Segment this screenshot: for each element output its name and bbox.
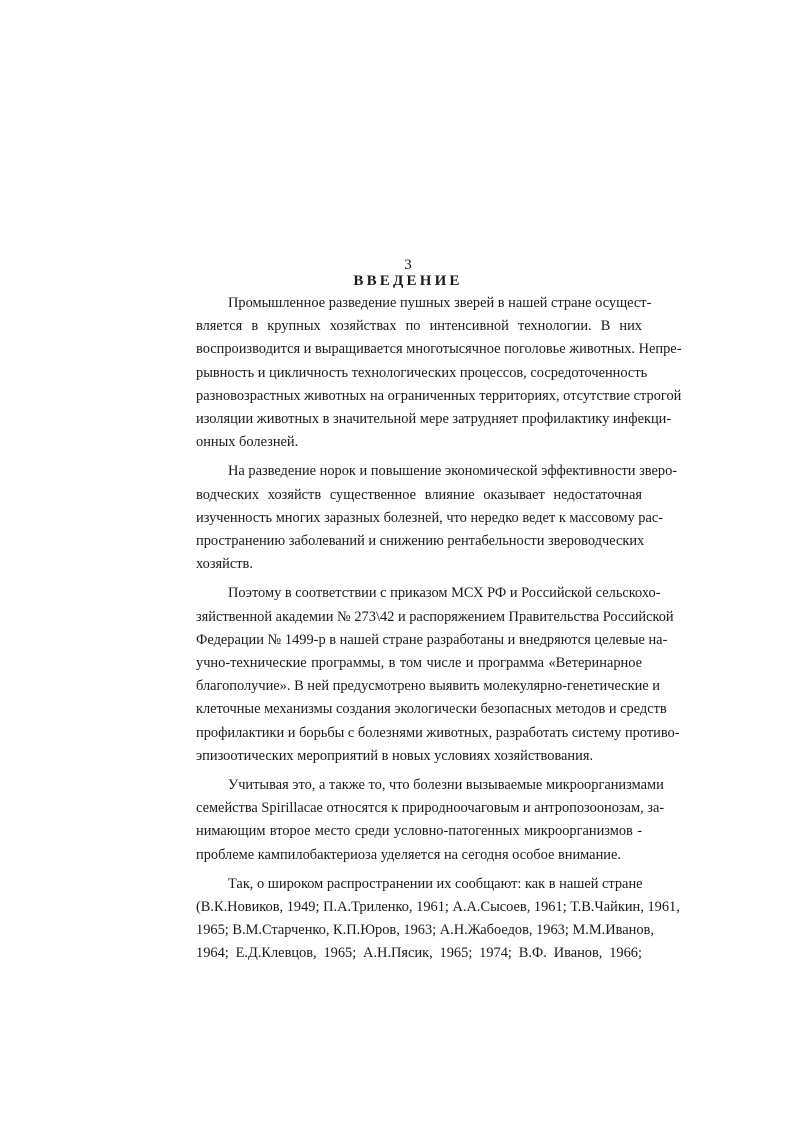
text-line: На разведение норок и повышение экономической эффективности зверо-	[228, 463, 678, 480]
text-line: благополучие». В ней предусмотрено выявить молекулярно-генетические и	[196, 678, 660, 695]
text-line: онных болезней.	[196, 434, 299, 451]
text-line: (В.К.Новиков, 1949; П.А.Триленко, 1961; А.А.Сысоев, 1961; Т.В.Чайкин, 1961,	[196, 899, 680, 916]
text-line: Поэтому в соответствии с приказом МСХ РФ и Российской сельскохо-	[228, 585, 661, 602]
text-line: разновозрастных животных на ограниченных территориях, отсутствие строгой	[196, 387, 682, 404]
page-number: 3	[404, 257, 412, 273]
paragraph-5	[196, 873, 680, 966]
text-line: вляется в крупных хозяйствах по интенсивной технологии. В них	[196, 318, 642, 335]
body-text	[196, 292, 682, 972]
paragraph-1	[196, 292, 682, 454]
text-line: нимающим второе место среди условно-патогенных микроорганизмов -	[196, 823, 642, 840]
section-title: ВВЕДЕНИЕ	[353, 273, 463, 289]
text-line: изученность многих заразных болезней, что нередко ведет к массовому рас-	[196, 509, 664, 526]
text-line: зяйственной академии № 273\42 и распоряжением Правительства Российской	[196, 608, 674, 625]
text-line: учно-технические программы, в том числе и программа «Ветеринарное	[196, 655, 642, 672]
text-line: клеточные механизмы создания экологически безопасных методов и средств	[196, 701, 667, 718]
paragraph-3	[196, 582, 680, 768]
text-line: проблеме кампилобактериоза уделяется на сегодня особое внимание.	[196, 846, 621, 863]
text-line: профилактики и борьбы с болезнями животных, разработать систему противо-	[196, 724, 680, 741]
text-line: хозяйств.	[196, 556, 253, 573]
text-line: эпизоотических мероприятий в новых условиях хозяйствования.	[196, 747, 594, 764]
text-line: семейства Spirillacae относятся к природноочаговым и антропозоонозам, за-	[196, 800, 665, 817]
text-line: Промышленное разведение пушных зверей в нашей стране осущест-	[228, 295, 652, 311]
text-line: Учитывая это, а также то, что болезни вызываемые микроорганизмами	[228, 777, 664, 794]
paragraph-2	[196, 460, 678, 576]
text-line: изоляции животных в значительной мере затрудняет профилактику инфекци-	[196, 411, 672, 428]
text-line: водческих хозяйств существенное влияние оказывает недостаточная	[196, 486, 642, 503]
text-line: пространению заболеваний и снижению рентабельности звероводческих	[196, 533, 645, 550]
text-line: воспроизводится и выращивается многотысячное поголовье животных. Непре-	[196, 341, 682, 358]
text-line: Федерации № 1499-р в нашей стране разработаны и внедряются целевые на-	[196, 631, 668, 648]
text-line: рывность и цикличность технологических процессов, сосредоточенность	[196, 364, 648, 381]
paragraph-4	[196, 774, 665, 867]
text-line: Так, о широком распространении их сообщают: как в нашей стране	[228, 875, 643, 892]
text-line: 1964; Е.Д.Клевцов, 1965; А.Н.Пясик, 1965; 1974; В.Ф. Иванов, 1966;	[196, 945, 642, 962]
text-line: 1965; В.М.Старченко, К.П.Юров, 1963; А.Н.Жабоедов, 1963; М.М.Иванов,	[196, 922, 654, 939]
